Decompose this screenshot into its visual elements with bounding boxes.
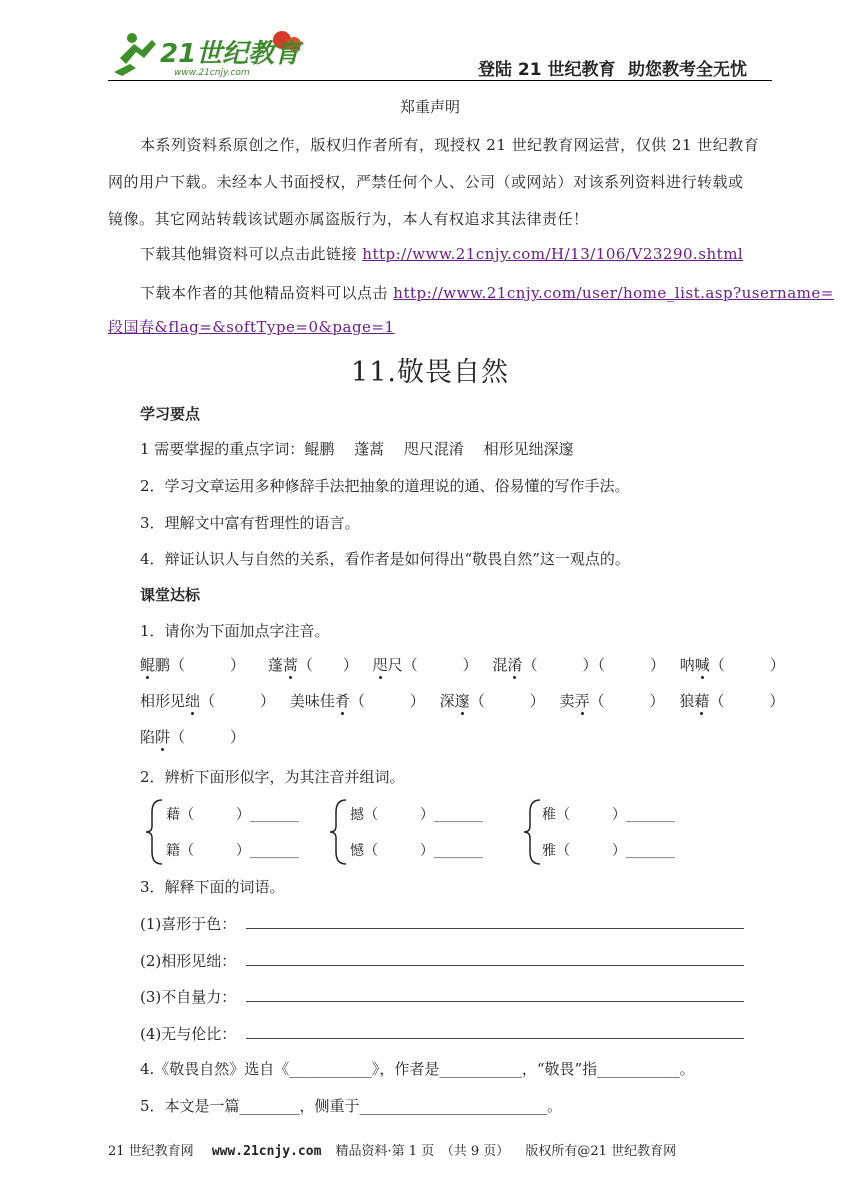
site-logo (112, 28, 312, 80)
notice-link-line-2 (140, 282, 834, 303)
term-2-answer-line[interactable] (246, 965, 744, 966)
brace-icon (144, 798, 166, 866)
question-3: 3．解释下面的词语。 (140, 878, 285, 896)
section-classwork: 课堂达标 (140, 586, 201, 604)
notice-link-line-3 (108, 316, 395, 337)
header-slogan: 助您教考全无忧 (628, 60, 747, 80)
key-point-2: 2．学习文章运用多种修辞手法把抽象的道理说的通、俗易懂的写作手法。 (140, 477, 630, 495)
similar-char-2a: 撼（ ）_______ (350, 807, 483, 823)
brace-icon (522, 798, 544, 866)
header-divider (108, 80, 772, 81)
similar-char-3a: 稚（ ）_______ (542, 807, 675, 823)
header-login: 登陆 21 世纪教育 (478, 60, 616, 80)
section-key-points: 学习要点 (140, 405, 201, 423)
key-point-1: 1 需要掌握的重点字词：鲲鹏 蓬蒿 咫尺混淆 相形见绌深邃 (140, 440, 574, 458)
term-4-answer-line[interactable] (246, 1038, 744, 1039)
footer-site: 21 世纪教育网 (108, 1144, 194, 1159)
page-footer (108, 1140, 676, 1159)
notice-link-line-1 (140, 243, 743, 264)
brace-icon (328, 798, 350, 866)
pinyin-row-1: 鲲鹏（ ） 蓬蒿（ ） 咫尺（ ） 混淆（ ）（ ） 呐喊（ ） (140, 656, 785, 674)
similar-char-3b: 雅（ ）_______ (542, 843, 675, 859)
logo-url: www.21cnjy.com (174, 68, 250, 78)
lesson-title: 11.敬畏自然 (351, 357, 509, 388)
pinyin-row-2: 相形见绌（ ） 美味佳肴（ ） 深邃（ ） 卖弄（ ） 狼藉（ ） (140, 692, 785, 710)
question-4: 4.《敬畏自然》选自《___________》，作者是___________，“敬畏”指___________。 (140, 1060, 695, 1078)
notice-line-1: 本系列资料系原创之作，版权归作者所有，现授权 21 世纪教育网运营，仅供 21 世纪教育 (140, 136, 760, 154)
footer-url: www.21cnjy.com (211, 1144, 322, 1159)
pinyin-row-3: 陷阱（ ） (140, 728, 246, 746)
author-download-link[interactable]: http://www.21cnjy.com/user/home_list.asp?username= (393, 284, 834, 302)
series-download-link[interactable]: http://www.21cnjy.com/H/13/106/V23290.shtml (362, 245, 744, 263)
similar-char-1b: 籍（ ）_______ (166, 843, 299, 859)
term-2-label: (2)相形见绌： (140, 952, 237, 970)
key-point-3: 3．理解文中富有哲理性的语言。 (140, 514, 360, 532)
term-4-label: (4)无与伦比： (140, 1025, 237, 1043)
logo-text: 21世纪教育 (160, 39, 301, 69)
notice-link-text-2: 下载本作者的其他精品资料可以点击 (140, 284, 394, 302)
footer-rights: 版权所有@21 世纪教育网 (525, 1144, 677, 1159)
term-1-answer-line[interactable] (246, 928, 744, 929)
author-download-link-cont[interactable]: 段国春&flag=&softType=0&page=1 (108, 318, 395, 336)
footer-page-info: 精品资料·第 1 页 （共 9 页） (335, 1144, 510, 1159)
key-point-4: 4．辩证认识人与自然的关系，看作者是如何得出“敬畏自然”这一观点的。 (140, 550, 630, 568)
term-1-label: (1)喜形于色： (140, 915, 237, 933)
term-3-label: (3)不自量力： (140, 988, 237, 1006)
similar-char-1a: 藉（ ）_______ (166, 807, 299, 823)
question-2: 2．辨析下面形似字，为其注音并组词。 (140, 768, 405, 786)
similar-char-2b: 憾（ ）_______ (350, 843, 483, 859)
notice-line-2: 网的用户下载。未经本人书面授权，严禁任何个人、公司（或网站）对该系列资料进行转载或 (108, 173, 744, 191)
notice-title: 郑重声明 (399, 98, 460, 116)
notice-line-3: 镜像。其它网站转载该试题亦属盗版行为，本人有权追求其法律责任！ (108, 210, 589, 228)
notice-link-text-1: 下载其他辑资料可以点击此链接 (140, 245, 363, 263)
term-3-answer-line[interactable] (246, 1001, 744, 1002)
question-5: 5．本文是一篇________，侧重于_________________________。 (140, 1097, 563, 1115)
question-1: 1．请你为下面加点字注音。 (140, 622, 330, 640)
